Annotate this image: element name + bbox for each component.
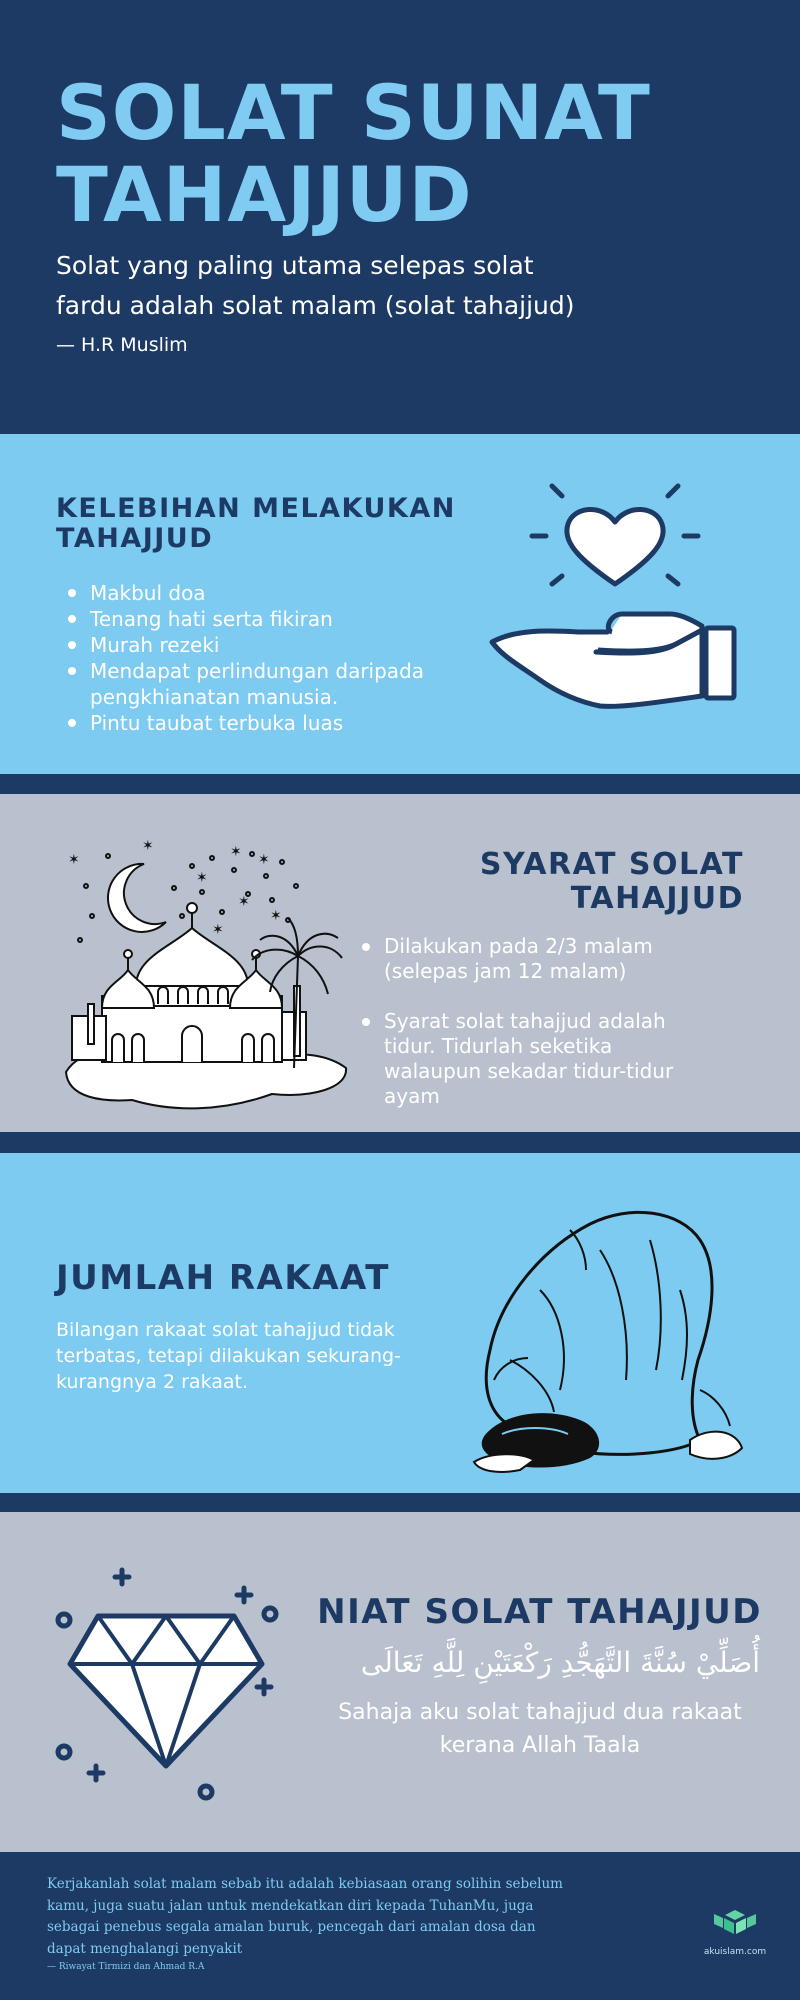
syarat-list <box>352 934 682 1109</box>
kelebihan-list <box>58 580 458 736</box>
list-item: Makbul doa <box>58 580 458 606</box>
hadith-quote <box>56 246 696 326</box>
quote-source: — H.R Muslim <box>56 334 188 356</box>
svg-text:✶: ✶ <box>196 870 208 886</box>
svg-text:✶: ✶ <box>68 852 80 868</box>
rakaat-heading: JUMLAH RAKAAT <box>56 1258 390 1298</box>
niat-heading: NIAT SOLAT TAHAJJUD <box>317 1592 762 1632</box>
title-line-1: SOLAT SUNAT <box>56 68 651 157</box>
svg-text:✶: ✶ <box>142 838 154 854</box>
list-item: Pintu taubat terbuka luas <box>58 710 458 736</box>
svg-text:✶: ✶ <box>212 922 224 938</box>
niat-arabic-text: أُصَلِّيْ سُنَّةَ التَّهَجُّدِ رَكْعَتَيْنِ لِلَّهِ تَعَالَى <box>360 1646 760 1679</box>
svg-text:✶: ✶ <box>230 844 242 860</box>
title-line-2: TAHAJJUD <box>56 150 473 239</box>
header <box>0 0 800 434</box>
kelebihan-heading <box>56 494 476 554</box>
diamond-icon <box>52 1560 292 1810</box>
brand-name: akuislam.com <box>703 1947 767 1957</box>
quote-line-1: Solat yang paling utama selepas solat <box>56 251 534 280</box>
kelebihan-heading-line-1: KELEBIHAN MELAKUKAN <box>56 493 456 524</box>
svg-text:✶: ✶ <box>258 852 270 868</box>
mosque-night-illustration <box>62 836 352 1112</box>
list-item: Syarat solat tahajjud adalah tidur. Tidurlah seketika walaupun sekadar tidur-tidur ayam <box>352 1009 682 1109</box>
heart-hand-icon <box>480 480 750 730</box>
footer-hadith: Kerjakanlah solat malam sebab itu adalah kebiasaan orang solihin sebelum kamu, juga suatu jalan untuk mendekatkan diri kepada TuhanMu, juga sebagai penebus segala amalan buruk, pencegah dari amalan dosa dan dapat menghalangi penyakit <box>47 1876 563 1957</box>
footer-source: — Riwayat Tirmizi dan Ahmad R.A <box>47 1962 205 1972</box>
sujud-illustration <box>450 1190 750 1490</box>
quote-line-2: fardu adalah solat malam (solat tahajjud) <box>56 291 575 320</box>
svg-text:✶: ✶ <box>270 908 282 924</box>
syarat-heading-line-1: SYARAT SOLAT <box>479 847 744 882</box>
list-item: Mendapat perlindungan daripada pengkhianatan manusia. <box>58 658 458 710</box>
kelebihan-heading-line-2: TAHAJJUD <box>56 523 214 554</box>
syarat-heading-line-2: TAHAJJUD <box>570 881 744 916</box>
syarat-heading <box>420 848 744 916</box>
list-item: Tenang hati serta fikiran <box>58 606 458 632</box>
list-item: Murah rezeki <box>58 632 458 658</box>
page-title <box>56 68 756 239</box>
rakaat-text: Bilangan rakaat solat tahajjud tidak terbatas, tetapi dilakukan sekurang-kurangnya 2 rakaat. <box>56 1319 401 1393</box>
list-item: Dilakukan pada 2/3 malam (selepas jam 12 malam) <box>352 934 682 984</box>
brand-logo-icon <box>712 1906 758 1946</box>
svg-text:✶: ✶ <box>238 894 250 910</box>
niat-meaning: Sahaja aku solat tahajjud dua rakaat kerana Allah Taala <box>338 1700 742 1758</box>
